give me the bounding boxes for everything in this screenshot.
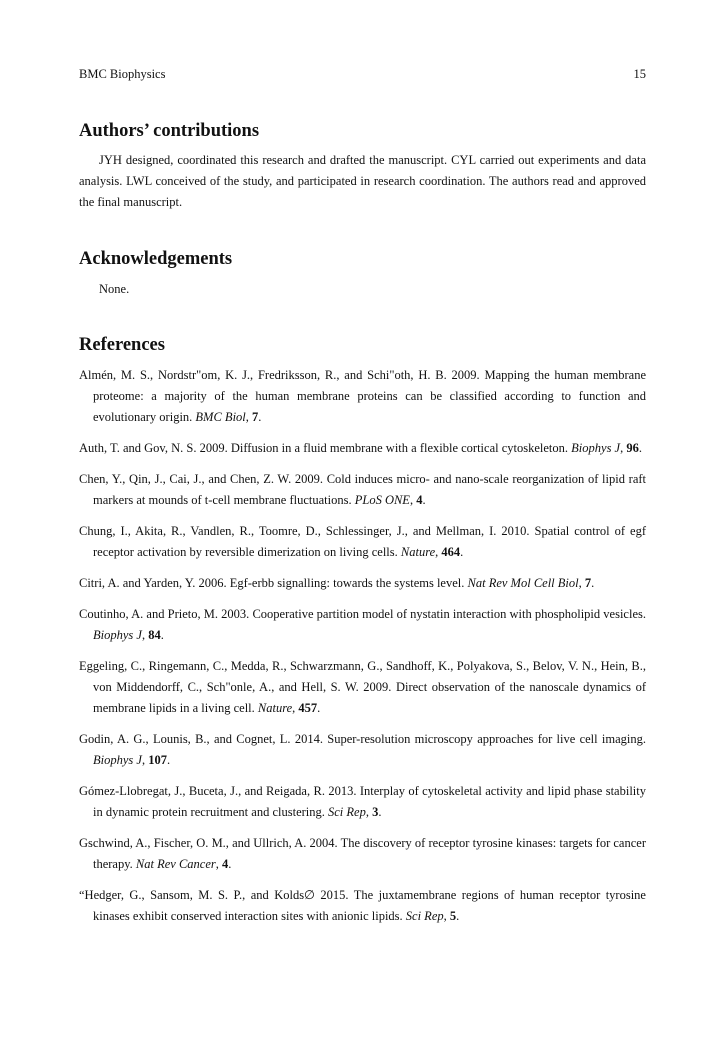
reference-title: Diffusion in a fluid membrane with a flexible cortical cytoskeleton.	[230, 441, 569, 455]
reference-item: Citri, A. and Yarden, Y. 2006. Egf-erbb signalling: towards the systems level. Nat Rev Mol Cell Biol, 7.	[79, 576, 595, 590]
contributions-heading: Authors’ contributions	[79, 121, 260, 141]
reference-item: Chen, Y., Qin, J., Cai, J., and Chen, Z. W. 2009. Cold induces micro- and nano-scale reorganization of lipid raft markers at mounds of t-cell membrane fluctuations. PLoS ONE, 4.	[79, 472, 646, 507]
reference-title: Interplay of cytoskeletal activity and lipid phase stability in dynamic protein recruitment and clustering.	[93, 784, 646, 819]
acknowledgements-heading: Acknowledgements	[79, 249, 233, 269]
reference-volume: 7	[252, 410, 259, 424]
reference-authors-year: Chen, Y., Qin, J., Cai, J., and Chen, Z. W. 2009.	[79, 472, 324, 486]
reference-authors-year: Coutinho, A. and Prieto, M. 2003.	[79, 607, 250, 621]
reference-item: Almén, M. S., Nordstr"om, K. J., Fredriksson, R., and Schi"oth, H. B. 2009. Mapping the human membrane proteome: a majority of the human membrane proteins can be classified according to function and evolutionary origin. BMC Biol, 7.	[79, 368, 646, 424]
reference-journal: Nature	[400, 545, 436, 559]
reference-item: Godin, A. G., Lounis, B., and Cognet, L. 2014. Super-resolution microscopy approaches for live cell imaging. Biophys J, 107.	[79, 732, 646, 767]
reference-authors-year: Godin, A. G., Lounis, B., and Cognet, L. 2014.	[79, 732, 323, 746]
reference-authors-year: Gómez-Llobregat, J., Buceta, J., and Reigada, R. 2013.	[79, 784, 357, 798]
reference-item: Eggeling, C., Ringemann, C., Medda, R., Schwarzmann, G., Sandhoff, K., Polyakova, S., Belov, V. N., Hein, B., von Middendorff, C., Sch"onle, A., and Hell, S. W. 2009. Direct observation of the nanoscale dynamics of membrane lipids in a living cell. Nature, 457.	[79, 659, 646, 715]
page-number: 15	[633, 67, 646, 81]
reference-title: The juxtamembrane regions of human receptor tyrosine kinases exhibit conserved interaction sites with anionic lipids.	[93, 888, 646, 923]
reference-journal: Nat Rev Mol Cell Biol	[467, 576, 579, 590]
reference-journal: PLoS ONE	[354, 493, 410, 507]
reference-authors-year: Chung, I., Akita, R., Vandlen, R., Toomre, D., Schlessinger, J., and Mellman, I. 2010.	[79, 524, 530, 538]
reference-volume: 457	[298, 701, 318, 715]
reference-item: Gschwind, A., Fischer, O. M., and Ullrich, A. 2004. The discovery of receptor tyrosine kinases: targets for cancer therapy. Nat Rev Cancer, 4.	[79, 836, 646, 871]
reference-title: Mapping the human membrane proteome: a majority of the human membrane proteins can be classified according to function and evolutionary origin.	[93, 368, 646, 424]
reference-title: Egf-erbb signalling: towards the systems level.	[229, 576, 465, 590]
reference-volume: 4	[222, 857, 229, 871]
reference-authors-year: Citri, A. and Yarden, Y. 2006.	[79, 576, 227, 590]
reference-authors-year: Almén, M. S., Nordstr"om, K. J., Fredriksson, R., and Schi"oth, H. B. 2009.	[79, 368, 480, 382]
reference-title: Cold induces micro- and nano-scale reorganization of lipid raft markers at mounds of t-cell membrane fluctuations.	[93, 472, 646, 507]
contributions-text: JYH designed, coordinated this research and drafted the manuscript. CYL carried out experiments and data analysis. LWL conceived of the study, and participated in research coordination. The authors read and approved the final manuscript.	[79, 153, 646, 209]
reference-volume: 84	[148, 628, 161, 642]
reference-authors-year: Eggeling, C., Ringemann, C., Medda, R., Schwarzmann, G., Sandhoff, K., Polyakova, S., Belov, V. N., Hein, B., von Middendorff, C., Sch"onle, A., and Hell, S. W. 2009.	[79, 659, 646, 694]
reference-journal: Sci Rep	[328, 805, 366, 819]
reference-title: Spatial control of egf receptor activation by reversible dimerization on living cells.	[93, 524, 647, 559]
acknowledgements-text: None.	[99, 282, 130, 296]
reference-volume: 7	[584, 576, 592, 590]
reference-title: Super-resolution microscopy approaches for live cell imaging.	[327, 732, 646, 746]
reference-item: “Hedger, G., Sansom, M. S. P., and Kolds∅ 2015. The juxtamembrane regions of human receptor tyrosine kinases exhibit conserved interaction sites with anionic lipids. Sci Rep, 5.	[79, 888, 646, 923]
references-heading: References	[79, 335, 165, 355]
reference-list	[79, 365, 646, 937]
reference-authors-year: Gschwind, A., Fischer, O. M., and Ullrich, A. 2004.	[79, 836, 338, 850]
reference-volume: 107	[148, 753, 167, 767]
running-header	[79, 66, 646, 82]
reference-title: Cooperative partition model of nystatin interaction with phospholipid vesicles.	[252, 607, 646, 621]
reference-volume: 3	[372, 805, 379, 819]
reference-journal: Nature	[257, 701, 293, 715]
reference-title: Direct observation of the nanoscale dynamics of membrane lipids in a living cell.	[93, 680, 646, 715]
reference-authors-year: “Hedger, G., Sansom, M. S. P., and Kolds∅ 2015.	[79, 888, 349, 902]
journal-name: BMC Biophysics	[79, 67, 166, 81]
reference-volume: 96	[626, 441, 639, 455]
reference-item: Auth, T. and Gov, N. S. 2009. Diffusion in a fluid membrane with a flexible cortical cytoskeleton. Biophys J, 96.	[79, 441, 642, 455]
reference-journal: Biophys J	[93, 753, 142, 767]
reference-journal: Sci Rep	[405, 909, 444, 923]
reference-item: Gómez-Llobregat, J., Buceta, J., and Reigada, R. 2013. Interplay of cytoskeletal activity and lipid phase stability in dynamic protein recruitment and clustering. Sci Rep, 3.	[79, 784, 646, 819]
reference-authors-year: Auth, T. and Gov, N. S. 2009.	[79, 441, 228, 455]
reference-item: Chung, I., Akita, R., Vandlen, R., Toomre, D., Schlessinger, J., and Mellman, I. 2010. Spatial control of egf receptor activation by reversible dimerization on living cells. Nature, 464.	[79, 524, 647, 559]
reference-journal: Biophys J	[571, 441, 621, 455]
reference-journal: BMC Biol	[195, 410, 246, 424]
reference-volume: 5	[449, 909, 457, 923]
reference-title: The discovery of receptor tyrosine kinases: targets for cancer therapy.	[93, 836, 646, 871]
reference-volume: 4	[416, 493, 423, 507]
reference-journal: Nat Rev Cancer	[135, 857, 216, 871]
reference-journal: Biophys J	[93, 628, 142, 642]
reference-volume: 464	[441, 545, 461, 559]
reference-item: Coutinho, A. and Prieto, M. 2003. Cooperative partition model of nystatin interaction with phospholipid vesicles. Biophys J, 84.	[79, 607, 646, 642]
